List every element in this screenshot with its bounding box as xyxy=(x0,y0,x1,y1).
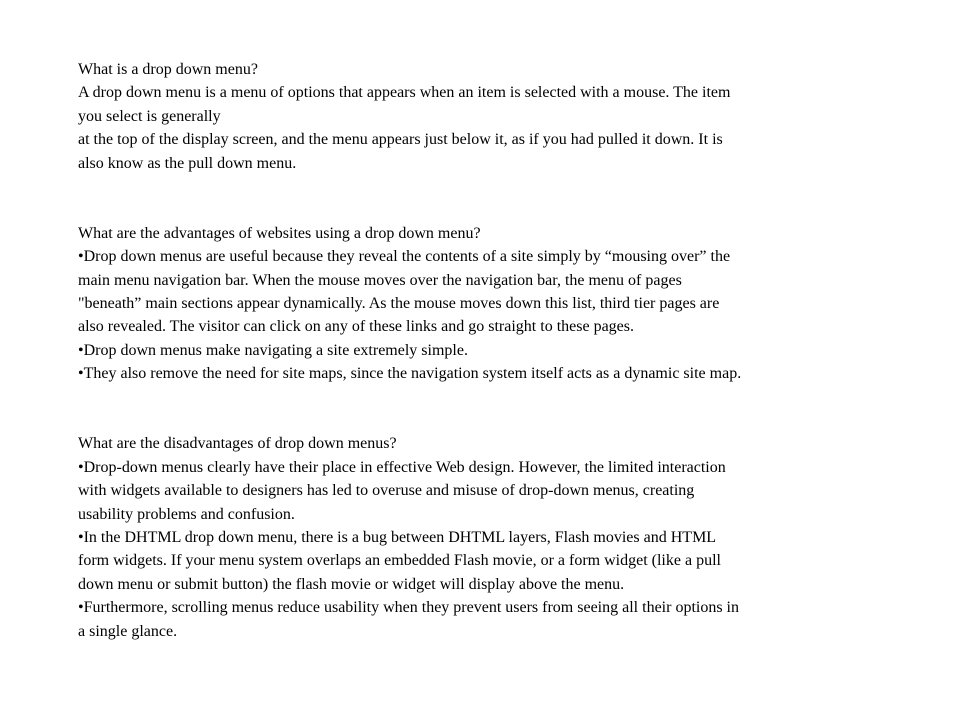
section-heading: What are the disadvantages of drop down menus? xyxy=(78,435,397,453)
bullet-line: •Furthermore, scrolling menus reduce usability when they prevent users from seeing all their options in xyxy=(78,599,739,617)
text-line: at the top of the display screen, and the menu appears just below it, as if you had pulled it down. It is xyxy=(78,131,723,149)
bullet-line: •Drop down menus make navigating a site extremely simple. xyxy=(78,341,468,359)
blank-line xyxy=(78,175,878,198)
blank-line xyxy=(78,386,878,409)
bullet-line: •Drop-down menus clearly have their place in effective Web design. However, the limited interaction xyxy=(78,458,726,476)
bullet-line: •In the DHTML drop down menu, there is a bug between DHTML layers, Flash movies and HTML xyxy=(78,529,717,547)
text-line: also know as the pull down menu. xyxy=(78,154,297,172)
text-line: also revealed. The visitor can click on any of these links and go straight to these pages. xyxy=(78,318,634,336)
text-line: a single glance. xyxy=(78,622,178,640)
text-line: usability problems and confusion. xyxy=(78,505,295,523)
text-line: down menu or submit button) the flash movie or widget will display above the menu. xyxy=(78,575,625,593)
text-line: you select is generally xyxy=(78,107,221,125)
bullet-line: •They also remove the need for site maps, since the navigation system itself acts as a dynamic site map. xyxy=(78,365,742,383)
text-line: "beneath” main sections appear dynamically. As the mouse moves down this list, third tier pages are xyxy=(78,295,720,313)
bullet-line: •Drop down menus are useful because they reveal the contents of a site simply by “mousing over” the xyxy=(78,248,731,266)
section-advantages xyxy=(78,222,878,386)
document-page xyxy=(78,58,878,643)
blank-line xyxy=(78,409,878,432)
section-what-is-dropdown xyxy=(78,58,878,175)
section-heading: What are the advantages of websites using a drop down menu? xyxy=(78,224,481,242)
text-line: with widgets available to designers has led to overuse and misuse of drop-down menus, creating xyxy=(78,482,695,500)
section-disadvantages xyxy=(78,432,878,643)
blank-line xyxy=(78,198,878,221)
text-line: form widgets. If your menu system overlaps an embedded Flash movie, or a form widget (like a pull xyxy=(78,552,721,570)
text-line: main menu navigation bar. When the mouse moves over the navigation bar, the menu of pages xyxy=(78,271,682,289)
text-line: A drop down menu is a menu of options that appears when an item is selected with a mouse. The item xyxy=(78,84,731,102)
section-heading: What is a drop down menu? xyxy=(78,61,258,78)
